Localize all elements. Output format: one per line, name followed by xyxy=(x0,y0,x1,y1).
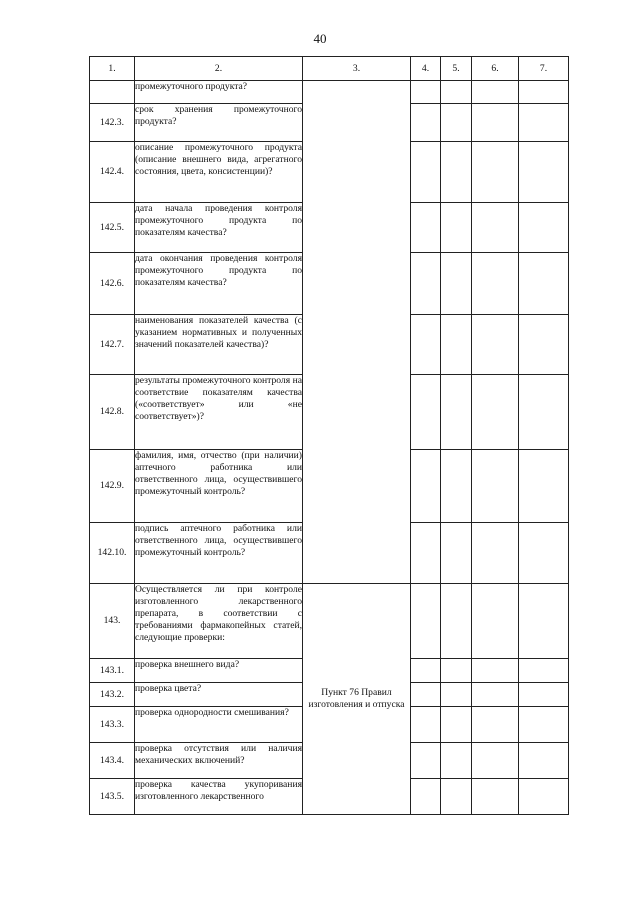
answer-cell xyxy=(519,743,569,779)
answer-cell xyxy=(472,203,519,253)
col-header-2: 2. xyxy=(135,57,303,81)
answer-cell xyxy=(519,659,569,683)
answer-cell xyxy=(411,104,441,142)
answer-cell xyxy=(472,315,519,375)
row-number: 143.1. xyxy=(90,659,135,683)
row-question: срок хранения промежуточного продукта? xyxy=(135,104,303,142)
col-header-6: 6. xyxy=(472,57,519,81)
row-number: 142.8. xyxy=(90,375,135,450)
row-question: подпись аптечного работника или ответственного лица, осуществившего промежуточный контроль? xyxy=(135,523,303,584)
answer-cell xyxy=(519,253,569,315)
answer-cell xyxy=(519,683,569,707)
col-header-7: 7. xyxy=(519,57,569,81)
page-number: 40 xyxy=(313,31,327,46)
answer-cell xyxy=(411,203,441,253)
answer-cell xyxy=(472,707,519,743)
row-question: описание промежуточного продукта (описание внешнего вида, агрегатного состояния, цвета, консистенции)? xyxy=(135,142,303,203)
answer-cell xyxy=(441,659,472,683)
answer-cell xyxy=(519,81,569,104)
answer-cell xyxy=(519,779,569,815)
answer-cell xyxy=(519,104,569,142)
answer-cell xyxy=(519,375,569,450)
table-row xyxy=(90,81,569,104)
answer-cell xyxy=(472,104,519,142)
answer-cell xyxy=(472,450,519,523)
answer-cell xyxy=(441,743,472,779)
col-header-1: 1. xyxy=(90,57,135,81)
row-number: 143.3. xyxy=(90,707,135,743)
row-number: 143.2. xyxy=(90,683,135,707)
answer-cell xyxy=(441,683,472,707)
answer-cell xyxy=(411,523,441,584)
row-question: наименования показателей качества (с указанием нормативных и полученных значений показателей качества)? xyxy=(135,315,303,375)
header-row xyxy=(90,57,569,81)
row-question: дата начала проведения контроля промежуточного продукта по показателям качества? xyxy=(135,203,303,253)
answer-cell xyxy=(441,81,472,104)
answer-cell xyxy=(472,779,519,815)
answer-cell xyxy=(519,142,569,203)
answer-cell xyxy=(519,203,569,253)
answer-cell xyxy=(411,81,441,104)
row-question: фамилия, имя, отчество (при наличии) аптечного работника или ответственного лица, осуществившего промежуточный контроль? xyxy=(135,450,303,523)
answer-cell xyxy=(472,375,519,450)
row-question: результаты промежуточного контроля на соответствие показателям качества («соответствует» или «не соответствует»)? xyxy=(135,375,303,450)
row-question: Осуществляется ли при контроле изготовленного лекарственного препарата, в соответствии с требованиями фармакопейных статей, следующие проверки: xyxy=(135,584,303,659)
row-question: проверка отсутствия или наличия механических включений? xyxy=(135,743,303,779)
answer-cell xyxy=(519,315,569,375)
answer-cell xyxy=(472,81,519,104)
answer-cell xyxy=(411,659,441,683)
row-question: проверка однородности смешивания? xyxy=(135,707,303,743)
answer-cell xyxy=(411,315,441,375)
row-number: 142.9. xyxy=(90,450,135,523)
answer-cell xyxy=(441,707,472,743)
checklist-table xyxy=(89,56,569,815)
answer-cell xyxy=(441,375,472,450)
answer-cell xyxy=(472,683,519,707)
answer-cell xyxy=(519,584,569,659)
row-number: 142.4. xyxy=(90,142,135,203)
row-number: 142.7. xyxy=(90,315,135,375)
answer-cell xyxy=(472,253,519,315)
row-number: 142.3. xyxy=(90,104,135,142)
col-header-5: 5. xyxy=(441,57,472,81)
answer-cell xyxy=(472,523,519,584)
row-number: 142.5. xyxy=(90,203,135,253)
row-number: 143. xyxy=(90,584,135,659)
answer-cell xyxy=(411,584,441,659)
answer-cell xyxy=(441,523,472,584)
answer-cell xyxy=(441,779,472,815)
answer-cell xyxy=(411,253,441,315)
reference-cell-empty xyxy=(303,81,411,584)
row-question: проверка внешнего вида? xyxy=(135,659,303,683)
answer-cell xyxy=(411,683,441,707)
row-number: 143.5. xyxy=(90,779,135,815)
answer-cell xyxy=(411,375,441,450)
answer-cell xyxy=(472,659,519,683)
answer-cell xyxy=(411,707,441,743)
reference-cell-143: Пункт 76 Правил изготовления и отпуска xyxy=(303,584,411,815)
answer-cell xyxy=(411,142,441,203)
row-question: проверка качества укупоривания изготовленного лекарственного xyxy=(135,779,303,815)
answer-cell xyxy=(519,450,569,523)
answer-cell xyxy=(441,450,472,523)
answer-cell xyxy=(519,523,569,584)
row-number: 142.6. xyxy=(90,253,135,315)
answer-cell xyxy=(441,142,472,203)
answer-cell xyxy=(472,584,519,659)
row-question: проверка цвета? xyxy=(135,683,303,707)
answer-cell xyxy=(519,707,569,743)
answer-cell xyxy=(472,142,519,203)
answer-cell xyxy=(441,584,472,659)
answer-cell xyxy=(441,203,472,253)
answer-cell xyxy=(411,450,441,523)
answer-cell xyxy=(441,104,472,142)
answer-cell xyxy=(441,315,472,375)
row-question: промежуточного продукта? xyxy=(135,81,303,104)
answer-cell xyxy=(441,253,472,315)
row-number: 142.10. xyxy=(90,523,135,584)
col-header-3: 3. xyxy=(303,57,411,81)
table-row xyxy=(90,584,569,659)
row-question: дата окончания проведения контроля промежуточного продукта по показателям качества? xyxy=(135,253,303,315)
answer-cell xyxy=(411,779,441,815)
row-number xyxy=(90,81,135,104)
row-number: 143.4. xyxy=(90,743,135,779)
answer-cell xyxy=(411,743,441,779)
answer-cell xyxy=(472,743,519,779)
col-header-4: 4. xyxy=(411,57,441,81)
